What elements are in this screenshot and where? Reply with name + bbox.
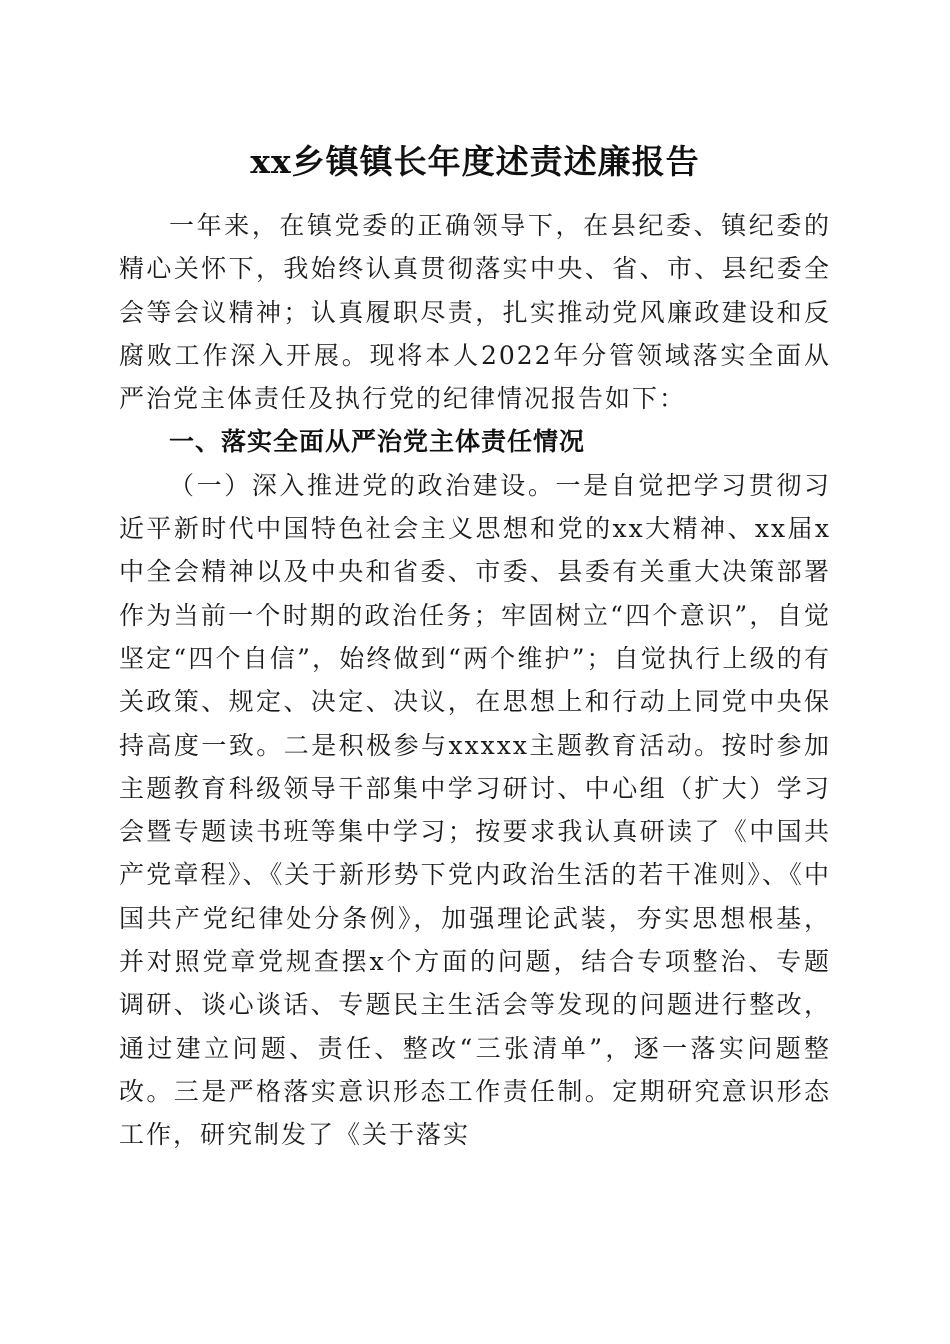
intro-paragraph: 一年来，在镇党委的正确领导下，在县纪委、镇纪委的精心关怀下，我始终认真贯彻落实中央、省、市、县纪委全会等会议精神；认真履职尽责，扎实推动党风廉政建设和反腐败工作深入开展。现将本人2022年分管领域落实全面从严治党主体责任及执行党的纪律情况报告如下： xyxy=(119,211,831,414)
section-heading-1: 一、落实全面从严治党主体责任情况 xyxy=(169,427,586,457)
subsection-paragraph-1 xyxy=(119,464,831,1157)
subsection-heading-1: （一）深入推进党的政治建设。 xyxy=(169,470,556,500)
subsection-body-1: 一是自觉把学习贯彻习近平新时代中国特色社会主义思想和党的xx大精神、xx届x中全会精神以及中央和省委、市委、县委有关重大决策部署作为当前一个时期的政治任务；牢固树立“四个意识”，自觉坚定“四个自信”，始终做到“两个维护”；自觉执行上级的有关政策、规定、决定、决议，在思想上和行动上同党中央保持高度一致。二是积极参与xxxxx主题教育活动。按时参加主题教育科级领导干部集中学习研讨、中心组（扩大）学习会暨专题读书班等集中学习；按要求我认真研读了《中国共产党章程》、《关于新形势下党内政治生活的若干准则》、《中国共产党纪律处分条例》，加强理论武装，夯实思想根基，并对照党章党规查摆x个方面的问题，结合专项整治、专题调研、谈心谈话、专题民主生活会等发现的问题进行整改，通过建立问题、责任、整改“三张清单”，逐一落实问题整改。三是严格落实意识形态工作责任制。定期研究意识形态工作，研究制发了《关于落实 xyxy=(119,470,831,1150)
document-body xyxy=(119,204,831,1157)
document-title: xx乡镇镇长年度述责述廉报告 xyxy=(250,142,700,181)
